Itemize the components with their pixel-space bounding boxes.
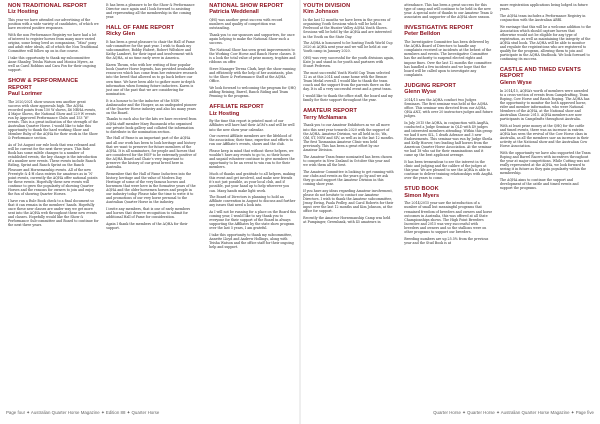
section-heading: NATIONAL SHOW REPORT: [209, 3, 284, 9]
body-paragraph: The National Show has seen great improvements to the Working Cow Horse and Ranch Horse classes. It is a look the total value of prize money, trophies and ribbons on offer.: [209, 48, 296, 65]
column-4: [300, 3, 398, 405]
section-heading: HALL OF FAME REPORT: [106, 24, 175, 31]
section-heading: AFFILIATE REPORT: [209, 104, 264, 111]
body-paragraph: Recently the Amateur Horsemanship Camp was held at Pumpinger, Greenbank, with 45 amateurs in: [303, 215, 391, 224]
section-author: Liz Hosting: [8, 9, 39, 16]
body-paragraph: QHQ was very successful for the youth divisions again, Kate Jo and stand in for youth and partners with Stuart Pedersen.: [303, 56, 394, 69]
body-paragraph: I have run a Rule Book check to a final document so that it can remain in the members’ hands. Hopefully once these new classes are under way we get more sent into the AQHA web throughout these new events and classes. Hopefully would like the Show & Performance Sub-committee and Board to continue for the next three years.: [8, 198, 99, 227]
body-paragraph: Thank you to our Amateur Exhibitors as we all move into this next year towards 2020 with the support of the AQHA. Amateur Division, we all held in 6c, Wa, Qld, ST, NSW and SIV, as well as in the last 12 months. The first Tasmanian Amateur Clinic was held previously. This has been a great effort by our Amateur Division.: [303, 123, 394, 152]
body-paragraph: As I will not be running for a place on the Board this coming year, I would like to say thank you to everyone for their support of the Board in always supporting the Affiliates by the state show program over the last 5 years, I am grateful.: [209, 210, 297, 231]
section-heading: YOUTH DIVISION: [303, 3, 351, 9]
body-paragraph: The most successful Youth World Cup Team selected 12 as at this 2014 and came home with the Bronze Team Medal overall. I would like to thank the team coach and the support from the parents there on the day. It is all a very successful event and a great team.: [303, 71, 392, 92]
section-author: Terry McNamara: [303, 114, 347, 121]
body-paragraph: In 2014/15, AQHA’s worth of members were awarded to a cross-section of events from Campdrafting, Team Roping, Cow Horse and Ranch Roping. The AQHA has the opportunity to monitor the both approved horse, rider and member information, who were National Members of the AQHA, at the National show and Australian Classic 2015. AQHA members are now participants in Campdrafts throughout Australia.: [499, 88, 590, 122]
body-paragraph: more registration applications being lodged in future years.: [499, 3, 588, 12]
column-6: [497, 3, 595, 405]
body-paragraph: I would like to thank the office staff, the board and my family for their support throughout the year.: [303, 94, 393, 103]
footer-right: Quarter Horse ✦ Quarter Horse ✦ Australian Quarter Horse Magazine ✦ Page five: [433, 410, 594, 415]
body-paragraph: Karen Thrum, who with her writing of four popular book Quarter Horse legends, has provided invaluable resources which has come from her extensive research into the breed that allowed us to go back before our own time. We have been able to gather more in-depth information when forming future inductees. Karen is just one of the past that we are considering for nomination.: [106, 63, 198, 96]
body-paragraph: Again I thank the members of the AQHA for their support.: [106, 221, 188, 230]
body-paragraph: The Amateur Committee is looking to get running with our clubs and events as the years go by and we ask they go and support the Amateur Division in this coming show year.: [303, 169, 394, 186]
body-paragraph: Our current Affiliate members are the lifeblood of the association; their time, expertise and efforts to run our Affiliate’s events, shows and the club.: [209, 134, 293, 147]
body-paragraph: We look forward to welcoming the program for QHQ adding Reining, Barrel, Ranch Riding and Team Penning to the program.: [209, 86, 296, 99]
body-paragraph: I take this opportunity to thank my subcommittee, Annette Lloyd and Andrew Hollings, along with Teisha Watson and the office staff for their ongoing help and support.: [209, 233, 294, 250]
body-paragraph: As of 1st August our rule book that was released and will be current for the next three years. This Rule Book has some subtle changes to a number of established events, the key change is the introduction of a number new events. These events include Ranch Riding, Sprint and Ranch Sprint on the Ranch Pleasure and Horsemanship events. All of the new Freestyle & 4-H class entries for amateurs as in ‘N’ point events, currently the AQHA offer national points for these events. Hopefully these new events will continue to grow the popularity of showing Quarter Horses and the reasons for owners to join and enjoy the fun of showing Quarter Horses.: [8, 143, 98, 196]
body-paragraph: It has been tremendous to see the interest in the clinic and judging and the calibre of the judges at this year. We are pleased to see the AQHA is able to continue to deliver training relationships with AngRA over the years to come.: [404, 160, 493, 181]
section-author: Peter Belldon: [404, 31, 441, 38]
body-paragraph: It has been a great pleasure to chair the Hall of Fame sub-committee for the past year. I wish to thank my subcommittee, Bobby Hubert, Robert Wiltshire and Kathy Lambert, for their input and involvement with the AQHA, at no time early were in America.: [106, 40, 195, 61]
body-paragraph: Thank you to our sponsors and supporters, for once again helping to make the National Show such a success.: [209, 33, 295, 46]
body-paragraph: The Amateur Team frame nominated has been chosen to compete in New Zealand in October this year and we wish them all the best.: [303, 154, 393, 167]
body-paragraph: With the non Performance Registry we have had a lot of interest to register horses from many more varied origins, some being bred as companions, “Mini” pony and adult rider ideals, all of which the Non Traditional Committee will follow up on in due course.: [8, 33, 99, 54]
section-heading: AMATEUR REPORT: [303, 108, 357, 115]
section-author: Glenn Wyse: [404, 88, 437, 95]
section-author: Patricia Weddenall: [209, 9, 259, 16]
body-paragraph: 2014/15 saw the AQHA conduct two Judges Seminars. The first seminar was held at the AQHA office. This seminar was directed from our AQHA, QHA ANZ, with over 20 instructors judges and future judges.: [404, 97, 493, 119]
body-paragraph: Thanks to each also for the kits we have received from AQHA staff member Mary Ruozanski who organised our private book gallery and collated the information to distribute in the nomination section.: [106, 117, 197, 134]
body-paragraph: By the time this report is printed most of our Affiliates will have had their AGM’s and will be well into the new show year calendar.: [209, 119, 295, 132]
section-author: Kim Johnson: [303, 9, 339, 16]
section-heading: INVESTIGATIVE REPORT: [404, 24, 474, 31]
body-paragraph: Breeding numbers are up 25.5% from the previous year and the Stud Book is at: [404, 236, 489, 245]
section-heading: STUD BOOK: [404, 186, 439, 193]
body-paragraph: The 2020/2021 show season was another great success with show approvals high. The AQHA recorded points from 150 W shows, 46 NRHA events, 4 Major Shows, the National Show and 229 W events run by Approved Performance Clubs and 153 ‘W’ events. This is a great indication of the strength of the Australian Quarter Horse. I would like to take this opportunity to thank the hard working Show and Member Ruby of the AQHA for their work in the Show & Performance section.: [8, 99, 98, 141]
body-paragraph: I invite any members, that is one of early members and horses that deserve recognition to submit for additional Hall of Fame for consideration.: [106, 206, 191, 219]
body-paragraph: attendance. This has been a great success for this type of camp and will continue to be held in the new year. A special note of thanks to our Amateur Team & associates and supporter of the AQHA show season.: [404, 3, 493, 20]
body-paragraph: The 2014/2015 year saw the introduction of a number of small but meaningful programs that remained freedom of breeders and owners and horse outcomes in Australia, this was offered at all State Championships shows. The High Point Breeders Incentive and 2015 was very successful with breeders and owners and so the stallions were on other programs to support our breeders.: [404, 201, 493, 234]
body-paragraph: This year we have attended our advertising of the position with a wide variety of candidates, of which we have received positive responses.: [8, 18, 99, 31]
column-1: [5, 3, 103, 405]
section-heading: CASTLE AND TIMED EVENTS REPORT: [499, 67, 581, 80]
body-paragraph: Steve Manager Teresa Clark, kept the show running and efficiently with the help of her assistants, plus to the Show & Performance Staff at the AQHA Office.: [209, 67, 296, 84]
body-paragraph: With the opportunity we have also supported the Team Roping and Barrel Racers with incentives throughout the year at major competitions. While Cutting was not really represented at the AQHA, we look forward to seeing it in future as they gain popularity within the membership.: [499, 150, 591, 176]
body-paragraph: In July 2015 the AQHA, in conjunction with AngRA, conducted a Judge Seminar in QLD with 49 judges and interested members attending. Within this group we had 8 new SIL, 1 death Advance and 3 new Endorsements. This seminar was run by Judge Sheila and Kelly Hoover, two leading half horses from the American Quarter Horse Association. At the seminar we had 18 who sat for their examinations and it came up the best applicant average.: [404, 120, 493, 158]
body-paragraph: If you have any ideas regarding Amateur involvement, please do not hesitate to contact our Amateur Directors. I wish to thank the Amateur subcommittee, Jenny Ewing, Paula Pedley, and Carol Roberts for their input over the last 12 months and Kim Johnson, at the office for support.: [303, 188, 394, 213]
body-paragraph: Remember that the Hall of Fame Inductees into the history, heritage and the value of Modern Day Heritage of some of the very famous horses and horsemen that were here in the formative years of the AQHA and the older horsemen horses and people in our industry today. Please take the time to write it to and promotions of our very horse personal to the Australian Quarter Horse in the industry.: [106, 171, 196, 204]
section-author: Liz Hosting: [209, 110, 240, 117]
body-paragraph: It is a honour to be the inductee of the NSW Ambassador and the Hooper, as an undisputed pioneer of the Quarter Horse industry and also his many years on the Board.: [106, 98, 197, 115]
section-author: Glenn Wyse: [499, 79, 532, 86]
body-paragraph: Please keep in mind that without these helpers, we wouldn’t have any events to go to, so their hours and unpaid volunteer continue to give members the opportunity to be an event to win run to for their members.: [209, 149, 295, 170]
body-paragraph: The Board of Directors is planning to hold an Affiliate convention in August to discuss and further any issues that need a look into.: [209, 195, 296, 208]
body-paragraph: QHQ was another great success with record numbers and quality of competition was outstanding.: [209, 18, 283, 31]
body-paragraph: The AQHA aims to continue the support and development of the cattle and timed events and support the programs.: [499, 178, 579, 191]
body-paragraph: It has been a pleasure to be the Show & Performance Director once again and I look forward to assisting and representing all the membership in the coming year.: [106, 3, 195, 20]
footer-left: Page four ✦ Australian Quarter Horse Magazine ✦ Edition 88 ✦ Quarter Horse: [6, 410, 160, 415]
body-paragraph: With at least prize money at the QHQ for the cattle and timed events, there was an increase in entries. AQHA has seen the revival of the Cow Horse class in Australia, as all the members saw an increase in their activity at the National show and the Australian Cow Horse Association.: [499, 123, 589, 149]
section-author: Simon Myers: [404, 192, 440, 199]
report-columns: [5, 3, 595, 405]
section-author: Paul Lorimer: [8, 91, 43, 98]
body-paragraph: The Hall of Fame is an important part of the AQHA and all our work has been to look heritage and history that we want to preserve for future members of the AQHA. It is all nominators, for people and horses that are considered for the HOF to be extremely positive of the AQHA Board and Chair’s very important to preserve the history of our great breed here in Australia.: [106, 136, 197, 169]
section-heading: JUDGING REPORT: [404, 82, 457, 89]
column-3: [201, 3, 300, 405]
section-heading: NON TRADITIONAL REPORT: [8, 3, 87, 9]
column-5: [398, 3, 497, 405]
body-paragraph: We envisage that this will be a welcome addition to the Association which should capture horses that otherwise would not be eligible for any type of registration, as well as maintaining the integrity of the AQHA stud book. The AQHA will be able to monitor and regulate the registrations who are registered to qualify for the program, allowing them to join and participate in the AQHA Studbook. We look forward to continuing its success.: [499, 24, 591, 62]
body-paragraph: Much of thanks and gratitude to all helpers, making this event and get involved, and make new friends it’s not just possible, as your local club, and if possible, put your hand up to help wherever you can. Many hands make light work.: [209, 172, 296, 193]
column-2: [103, 3, 201, 405]
section-author: Ricky Glen: [106, 31, 136, 38]
section-heading: SHOW & PERFORMANCE REPORT: [8, 78, 79, 91]
body-paragraph: I take this opportunity to thank my subcommittee Anne Shanley, Teisha Watson and Monica Myers, as well as Carol Robbins and Cara Fox for their ongoing support.: [8, 56, 96, 73]
body-paragraph: The Investigative Committee has been delivered by the AQHA Board of Directors to handle any complaints received or incidents at the behest of the members and events. The Investigative Committee has the authority to suspend elected rights and impose fines. Over the last 12 months the committee has handled a few incidents and we hope that the board will be called upon to investigate any complaints.: [404, 40, 492, 77]
body-paragraph: In the last 12 months we have been in the process of organising Youth Sessions which will be held in Peelwood at the Hunter Valley AQHA Youth Shows. Sessions will be held by the AQHA and are interested in the Youth on the State Day.: [303, 18, 392, 39]
body-paragraph: The AQHA team includes a Performance Registry in conjunction with the Australian ABRI.: [499, 13, 586, 22]
body-paragraph: The AQHA is honoured to be hosting Youth World Cup 2020 at AQHA next year and we will be held at our Youth camp in January 2020.: [303, 41, 393, 54]
